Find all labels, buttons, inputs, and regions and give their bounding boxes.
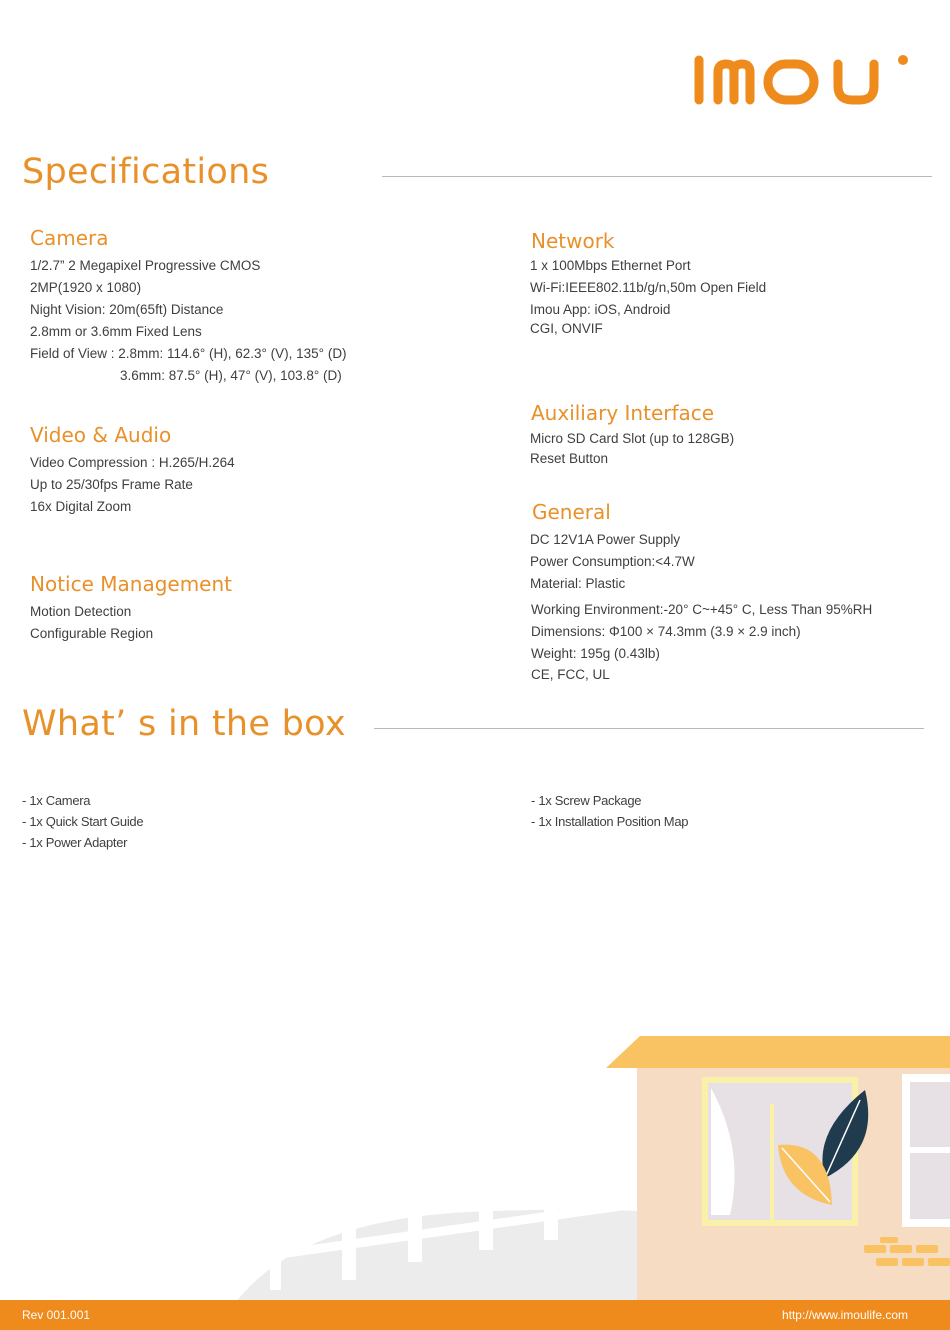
spec-line: Night Vision: 20m(65ft) Distance (30, 302, 224, 317)
spec-line: Weight: 195g (0.43lb) (531, 646, 660, 661)
section-divider (374, 728, 924, 729)
website-link[interactable]: http://www.imoulife.com (781, 1308, 908, 1322)
list-item: - 1x Camera (22, 793, 91, 808)
box-list-left (22, 790, 143, 853)
box-list-right (531, 790, 688, 832)
video-audio-title: Video & Audio (30, 423, 172, 447)
spec-line: Micro SD Card Slot (up to 128GB) (530, 431, 735, 446)
notice-management-title: Notice Management (30, 572, 233, 596)
spec-line: 3.6mm: 87.5° (H), 47° (V), 103.8° (D) (120, 368, 342, 383)
spec-line: CE, FCC, UL (531, 667, 610, 682)
spec-line: Power Consumption:<4.7W (530, 554, 695, 569)
notice-management-spec-list (30, 601, 153, 645)
spec-line: Wi-Fi:IEEE802.11b/g/n,50m Open Field (530, 280, 767, 295)
spec-line: 1/2.7” 2 Megapixel Progressive CMOS (30, 258, 261, 273)
spec-line: Material: Plastic (530, 576, 626, 591)
camera-title: Camera (30, 226, 109, 250)
auxiliary-spec-list (530, 429, 734, 469)
general-spec-list (530, 529, 872, 686)
spec-line: 2.8mm or 3.6mm Fixed Lens (30, 324, 202, 339)
spec-line: 2MP(1920 x 1080) (30, 280, 142, 295)
video-audio-spec-list (30, 452, 235, 518)
list-item: - 1x Screw Package (531, 793, 642, 808)
spec-line: Working Environment:-20° C~+45° C, Less Than 95%RH (531, 602, 873, 617)
revision-label: Rev 001.001 (22, 1308, 91, 1322)
box-contents-title: What’ s in the box (22, 704, 346, 744)
auxiliary-interface-title: Auxiliary Interface (531, 401, 715, 425)
specifications-title: Specifications (22, 152, 270, 192)
camera-spec-list (30, 255, 347, 387)
footer-bar (0, 1300, 950, 1330)
network-title: Network (531, 229, 615, 253)
house-roof (606, 1036, 950, 1068)
spec-line: Dimensions: Φ100 × 74.3mm (3.9 × 2.9 inch) (531, 624, 801, 639)
spec-line: Configurable Region (30, 626, 154, 641)
list-item: - 1x Quick Start Guide (22, 814, 144, 829)
list-item: - 1x Installation Position Map (531, 814, 689, 829)
general-title: General (532, 500, 611, 524)
imou-logo (692, 52, 910, 106)
spec-line: Up to 25/30fps Frame Rate (30, 477, 193, 492)
spec-line: Motion Detection (30, 604, 132, 619)
spec-line: Imou App: iOS, Android (530, 302, 671, 317)
spec-line: CGI, ONVIF (530, 321, 603, 336)
list-item: - 1x Power Adapter (22, 835, 128, 850)
spec-line: Field of View : 2.8mm: 114.6° (H), 62.3° (V), 135° (D) (30, 346, 347, 361)
network-spec-list (530, 255, 766, 340)
spec-line: 16x Digital Zoom (30, 499, 132, 514)
house-illustration (230, 1020, 950, 1302)
spec-line: DC 12V1A Power Supply (530, 532, 681, 547)
spec-line: 1 x 100Mbps Ethernet Port (530, 258, 691, 273)
spec-line: Video Compression : H.265/H.264 (30, 455, 235, 470)
spec-line: Reset Button (530, 451, 609, 466)
section-divider (382, 176, 932, 177)
